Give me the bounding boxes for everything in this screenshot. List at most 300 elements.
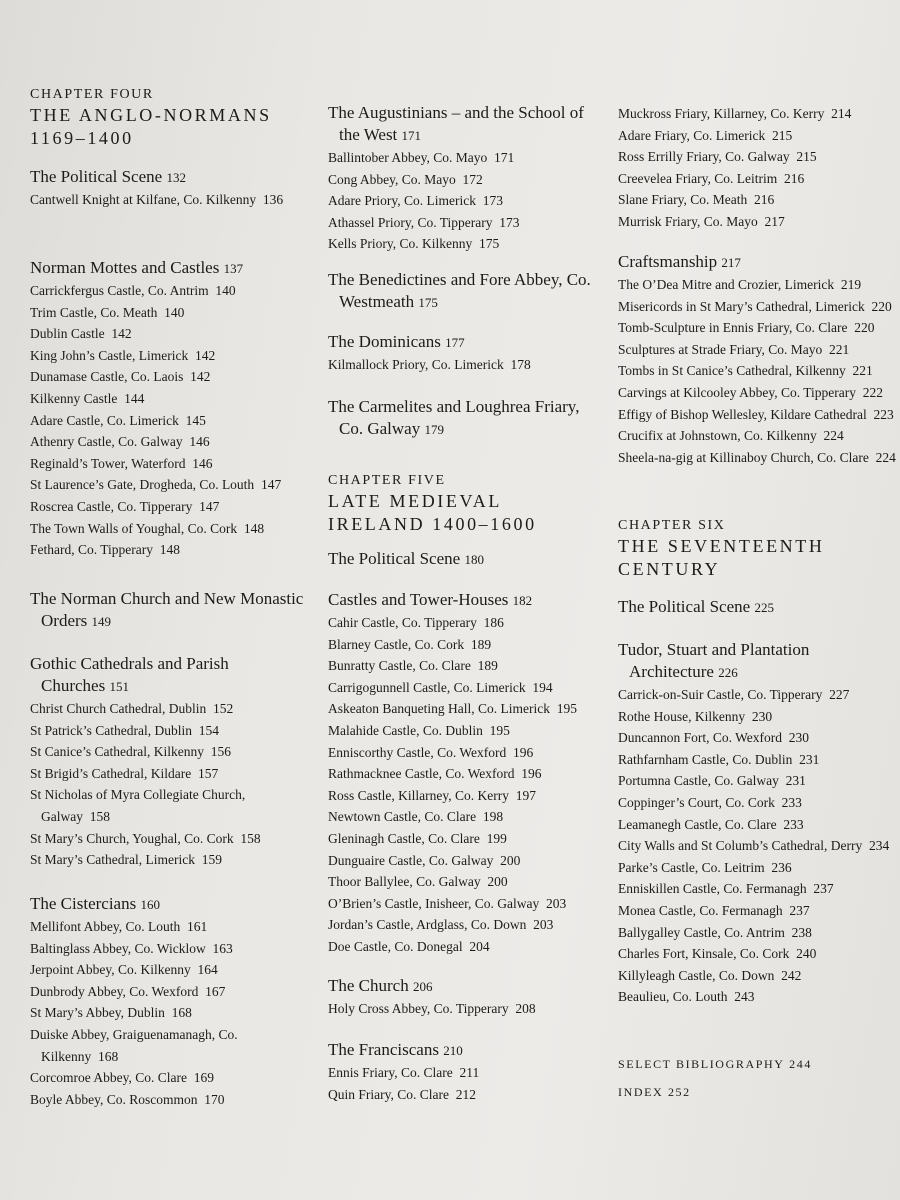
entry-title: Sculptures at Strade Friary, Co. Mayo [618, 341, 823, 357]
section-page-number: 177 [445, 335, 465, 350]
contents-entry [618, 189, 900, 211]
contents-entry [328, 785, 606, 807]
contents-entry [328, 828, 606, 850]
entry-title: Dublin Castle [30, 326, 105, 342]
entry-page-number: 197 [515, 787, 536, 803]
contents-entry [30, 849, 310, 871]
entry-page-number: 142 [194, 347, 216, 363]
entry-page-number: 220 [854, 320, 875, 336]
contents-entry [618, 857, 900, 879]
entry-title: Adare Castle, Co. Limerick [30, 412, 179, 428]
contents-entry [30, 496, 310, 518]
entry-title: Ross Errilly Friary, Co. Galway [618, 149, 790, 165]
entry-title: Charles Fort, Kinsale, Co. Cork [618, 946, 790, 962]
chapter-title-line: CENTURY [618, 559, 721, 579]
contents-entry [30, 302, 310, 324]
entry-title: Roscrea Castle, Co. Tipperary [30, 498, 193, 514]
entry-page-number: 140 [164, 304, 185, 320]
contents-entry [618, 684, 900, 706]
entry-title: Murrisk Friary, Co. Mayo [618, 213, 758, 229]
contents-block [328, 269, 606, 314]
section-title: Tudor, Stuart and Plantation Architecture [618, 640, 810, 681]
chapter-title-line: THE ANGLO-NORMANS [30, 105, 272, 125]
contents-entry [30, 1002, 310, 1024]
entry-page-number: 175 [479, 236, 500, 252]
contents-entry [618, 103, 900, 125]
section-heading [328, 548, 606, 571]
entry-title: City Walls and St Columb’s Cathedral, Derry [618, 838, 863, 854]
contents-entry [618, 792, 900, 814]
entry-title: Malahide Castle, Co. Dublin [328, 722, 483, 738]
entry-title: Thoor Ballylee, Co. Galway [328, 874, 481, 890]
entry-page-number: 203 [546, 895, 567, 911]
entry-page-number: 214 [831, 106, 852, 121]
contents-entry [30, 539, 310, 561]
entry-page-number: 186 [483, 615, 504, 630]
section-heading [30, 653, 310, 698]
contents-block [328, 1039, 606, 1105]
chapter-label: CHAPTER SIX [618, 518, 726, 533]
contents-entry [328, 677, 606, 699]
entry-page-number: 158 [240, 830, 261, 846]
entry-title: Tombs in St Canice’s Cathedral, Kilkenny [618, 363, 846, 379]
entry-title: Misericords in St Mary’s Cathedral, Limerick [618, 298, 865, 314]
contents-entry [328, 998, 606, 1020]
entry-title: Cahir Castle, Co. Tipperary [328, 615, 477, 630]
contents-entry [30, 938, 310, 960]
entry-title: Carvings at Kilcooley Abbey, Co. Tipperary [618, 384, 856, 400]
entry-title: Baltinglass Abbey, Co. Wicklow [30, 940, 206, 956]
section-title: The Political Scene [328, 549, 461, 568]
contents-entry [30, 410, 310, 432]
entry-page-number: 161 [187, 919, 208, 934]
contents-entry [30, 453, 310, 475]
section-heading [30, 588, 310, 633]
contents-block [618, 251, 900, 468]
entry-page-number: 222 [862, 384, 883, 400]
entry-title: Adare Friary, Co. Limerick [618, 127, 766, 143]
entry-title: The Town Walls of Youghal, Co. Cork [30, 520, 238, 536]
entry-title: Slane Friary, Co. Meath [618, 192, 748, 208]
entry-title: Parke’s Castle, Co. Leitrim [618, 859, 765, 875]
section-title: Gothic Cathedrals and Parish Churches [30, 654, 229, 695]
contents-entry [618, 965, 900, 987]
contents-entry [328, 1062, 606, 1084]
section-page-number: 182 [512, 593, 533, 608]
contents-entry [618, 814, 900, 836]
contents-entry [618, 382, 900, 404]
contents-entry [618, 770, 900, 792]
entry-page-number: 212 [455, 1086, 476, 1102]
entry-page-number: 189 [470, 636, 492, 652]
contents-entry [618, 878, 900, 900]
entry-page-number: 196 [513, 744, 534, 760]
entry-title: Reginald’s Tower, Waterford [30, 455, 186, 471]
section-title: The Benedictines and Fore Abbey, Co. Westmeath [328, 270, 591, 311]
entry-page-number: 216 [753, 192, 775, 208]
entry-page-number: 240 [796, 946, 817, 962]
entry-page-number: 200 [500, 852, 521, 868]
entry-title: St Mary’s Cathedral, Limerick [30, 852, 195, 868]
contents-entry [328, 212, 606, 234]
entry-title: Tomb-Sculpture in Ennis Friary, Co. Clare [618, 320, 848, 336]
contents-entry [328, 850, 606, 872]
entry-title: Athassel Priory, Co. Tipperary [328, 214, 493, 230]
entry-page-number: 203 [533, 917, 554, 933]
entry-page-number: 142 [190, 369, 211, 385]
contents-entry [618, 706, 900, 728]
contents-entry [30, 981, 310, 1003]
entry-page-number: 242 [781, 967, 802, 983]
entry-title: Enniscorthy Castle, Co. Wexford [328, 744, 507, 760]
section-heading [30, 893, 310, 916]
contents-entry [328, 634, 606, 656]
entry-title: The O’Dea Mitre and Crozier, Limerick [618, 277, 835, 292]
contents-entry [618, 274, 900, 296]
entry-page-number: 148 [159, 542, 180, 558]
contents-entry [30, 763, 310, 785]
entry-page-number: 237 [813, 881, 834, 897]
entry-page-number: 164 [197, 962, 218, 978]
entry-page-number: 136 [262, 192, 284, 207]
contents-entry [328, 914, 606, 936]
contents-entry [328, 655, 606, 677]
entry-title: Monea Castle, Co. Fermanagh [618, 902, 783, 918]
entry-page-number: 157 [197, 765, 219, 781]
entry-title: Carrickfergus Castle, Co. Antrim [30, 283, 209, 298]
back-matter-page-number: 244 [789, 1057, 812, 1071]
entry-title: Rathmacknee Castle, Co. Wexford [328, 766, 515, 782]
section-heading [328, 396, 606, 441]
entry-title: Blarney Castle, Co. Cork [328, 636, 465, 652]
entry-title: Ballintober Abbey, Co. Mayo [328, 150, 488, 165]
entry-page-number: 167 [205, 983, 226, 999]
contents-block [30, 653, 310, 871]
chapter-heading [30, 86, 310, 150]
entry-page-number: 234 [869, 838, 890, 854]
contents-entry [30, 518, 310, 540]
contents-entry [30, 698, 310, 720]
contents-entry [30, 741, 310, 763]
section-page-number: 210 [443, 1043, 463, 1058]
entry-title: Fethard, Co. Tipperary [30, 542, 153, 558]
chapter-title-line: THE SEVENTEENTH [618, 536, 825, 556]
contents-entry [328, 169, 606, 191]
entry-title: Cong Abbey, Co. Mayo [328, 171, 456, 187]
entry-page-number: 223 [873, 406, 894, 422]
entry-title: King John’s Castle, Limerick [30, 347, 189, 363]
entry-title: St Mary’s Abbey, Dublin [30, 1005, 165, 1021]
entry-page-number: 148 [243, 520, 265, 536]
section-heading [328, 269, 606, 314]
entry-page-number: 145 [185, 412, 206, 428]
contents-entry [618, 447, 900, 469]
back-matter-title: SELECT BIBLIOGRAPHY [618, 1057, 785, 1071]
entry-title: Corcomroe Abbey, Co. Clare [30, 1070, 187, 1086]
section-title: The Norman Church and New Monastic Orders [30, 589, 304, 630]
entry-title: Newtown Castle, Co. Clare [328, 809, 477, 825]
contents-entry [328, 1084, 606, 1106]
entry-page-number: 172 [462, 171, 483, 187]
contents-entry [328, 936, 606, 958]
entry-page-number: 152 [212, 701, 234, 716]
section-heading [618, 251, 900, 274]
contents-entry [30, 959, 310, 981]
entry-page-number: 200 [487, 874, 508, 890]
section-page-number: 160 [140, 897, 160, 912]
entry-title: Gleninagh Castle, Co. Clare [328, 830, 480, 846]
section-heading [618, 596, 900, 619]
section-title: The Franciscans [328, 1040, 439, 1059]
section-page-number: 225 [754, 600, 774, 615]
entry-page-number: 215 [796, 149, 817, 165]
section-page-number: 132 [166, 170, 186, 185]
entry-title: St Brigid’s Cathedral, Kildare [30, 765, 192, 781]
contents-block [328, 102, 606, 255]
entry-page-number: 144 [124, 390, 145, 406]
entry-title: St Canice’s Cathedral, Kilkenny [30, 744, 204, 760]
entry-title: Duiske Abbey, Graiguenamanagh, Co. Kilkenny [30, 1026, 238, 1064]
chapter-label: CHAPTER FIVE [328, 473, 446, 488]
entry-page-number: 146 [192, 455, 213, 471]
section-title: The Carmelites and Loughrea Friary, Co. Galway [328, 397, 580, 438]
section-heading [30, 257, 310, 280]
entry-page-number: 238 [791, 924, 812, 940]
section-heading [328, 331, 606, 354]
contents-entry [618, 360, 900, 382]
entry-page-number: 171 [493, 150, 515, 165]
entry-page-number: 211 [459, 1065, 480, 1080]
section-title: The Church [328, 976, 409, 995]
entry-page-number: 142 [111, 326, 132, 342]
contents-entry [328, 147, 606, 169]
chapter-title-line: IRELAND 1400–1600 [328, 514, 537, 534]
entry-title: Sheela-na-gig at Killinaboy Church, Co. Clare [618, 449, 869, 465]
section-title: The Political Scene [618, 597, 751, 616]
entry-page-number: 169 [193, 1070, 214, 1086]
entry-title: Beaulieu, Co. Louth [618, 989, 728, 1005]
entry-page-number: 156 [210, 744, 231, 760]
contents-entry [30, 1067, 310, 1089]
entry-page-number: 140 [215, 283, 236, 298]
contents-block [328, 331, 606, 376]
contents-entry [30, 189, 310, 211]
back-matter-page-number: 252 [667, 1085, 691, 1099]
entry-page-number: 147 [260, 477, 282, 493]
contents-entry [328, 698, 606, 720]
entry-title: St Mary’s Church, Youghal, Co. Cork [30, 830, 234, 846]
contents-block [30, 257, 310, 561]
entry-page-number: 158 [89, 808, 110, 824]
entry-page-number: 178 [510, 357, 531, 372]
entry-page-number: 233 [783, 816, 804, 832]
entry-title: St Patrick’s Cathedral, Dublin [30, 722, 192, 738]
contents-entry [30, 916, 310, 938]
entry-title: Adare Priory, Co. Limerick [328, 193, 476, 209]
contents-entry [328, 190, 606, 212]
entry-page-number: 195 [489, 722, 510, 738]
entry-page-number: 236 [771, 859, 792, 875]
entry-page-number: 221 [828, 341, 850, 357]
entry-page-number: 189 [477, 658, 498, 674]
entry-page-number: 163 [212, 940, 233, 956]
contents-entry [30, 1089, 310, 1111]
entry-title: Enniskillen Castle, Co. Fermanagh [618, 881, 807, 897]
contents-block [328, 396, 606, 441]
entry-page-number: 237 [789, 902, 810, 918]
section-title: Castles and Tower-Houses [328, 590, 509, 609]
entry-title: Rothe House, Kilkenny [618, 708, 746, 724]
entry-title: Quin Friary, Co. Clare [328, 1086, 449, 1102]
entry-page-number: 168 [171, 1005, 192, 1021]
contents-entry [328, 893, 606, 915]
entry-title: Jordan’s Castle, Ardglass, Co. Down [328, 917, 527, 933]
entry-page-number: 173 [482, 193, 503, 209]
entry-page-number: 194 [532, 679, 553, 695]
entry-page-number: 159 [201, 852, 222, 868]
contents-entry [328, 612, 606, 634]
section-page-number: 179 [424, 422, 444, 437]
contents-entry [618, 835, 900, 857]
entry-title: St Nicholas of Myra Collegiate Church, Galway [30, 787, 246, 824]
entry-title: Dunamase Castle, Co. Laois [30, 369, 184, 385]
contents-entry [30, 1024, 310, 1067]
contents-entry [30, 720, 310, 742]
section-heading [328, 589, 606, 612]
back-matter-entry [618, 1078, 900, 1106]
entry-page-number: 146 [189, 434, 210, 450]
entry-page-number: 196 [521, 766, 542, 782]
entry-title: Christ Church Cathedral, Dublin [30, 701, 207, 716]
section-title: Norman Mottes and Castles [30, 258, 220, 277]
section-page-number: 171 [401, 128, 422, 143]
contents-entry [618, 943, 900, 965]
entry-title: Duncannon Fort, Co. Wexford [618, 730, 783, 746]
entry-page-number: 173 [499, 214, 520, 230]
entry-page-number: 195 [556, 701, 577, 717]
entry-page-number: 217 [764, 213, 785, 229]
entry-title: Jerpoint Abbey, Co. Kilkenny [30, 962, 191, 978]
entry-page-number: 198 [482, 809, 504, 825]
section-heading [30, 166, 310, 189]
back-matter-title: INDEX [618, 1085, 664, 1099]
contents-entry [618, 404, 900, 426]
contents-entry [618, 296, 900, 318]
contents-entry [30, 388, 310, 410]
contents-block [618, 639, 900, 1008]
entry-title: Portumna Castle, Co. Galway [618, 773, 779, 789]
contents-block [618, 1050, 900, 1106]
contents-entry [618, 727, 900, 749]
entry-page-number: 224 [823, 428, 844, 444]
section-title: Craftsmanship [618, 252, 718, 271]
contents-entry [30, 431, 310, 453]
section-page-number: 206 [412, 979, 433, 994]
contents-entry [328, 720, 606, 742]
entry-title: Ross Castle, Killarney, Co. Kerry [328, 787, 509, 803]
section-page-number: 137 [223, 261, 244, 276]
entry-title: Muckross Friary, Killarney, Co. Kerry [618, 106, 825, 121]
section-heading [328, 102, 606, 147]
contents-block [618, 103, 900, 233]
entry-page-number: 230 [751, 708, 773, 724]
entry-page-number: 230 [788, 730, 810, 746]
entry-page-number: 170 [204, 1091, 225, 1107]
entry-page-number: 233 [781, 794, 802, 810]
entry-title: Creevelea Friary, Co. Leitrim [618, 170, 778, 186]
contents-block [618, 596, 900, 619]
contents-entry [30, 345, 310, 367]
contents-entry [30, 280, 310, 302]
entry-page-number: 208 [515, 1001, 536, 1016]
section-page-number: 175 [418, 295, 438, 310]
entry-title: Effigy of Bishop Wellesley, Kildare Cathedral [618, 406, 867, 422]
entry-title: Carrigogunnell Castle, Co. Limerick [328, 679, 526, 695]
entry-page-number: 219 [840, 277, 862, 292]
entry-page-number: 215 [771, 127, 793, 143]
entry-title: Carrick-on-Suir Castle, Co. Tipperary [618, 687, 823, 702]
entry-page-number: 216 [783, 170, 805, 186]
entry-page-number: 231 [785, 773, 806, 789]
section-page-number: 226 [718, 665, 738, 680]
contents-entry [618, 986, 900, 1008]
contents-block [328, 589, 606, 958]
contents-block [328, 975, 606, 1020]
entry-title: Kells Priory, Co. Kilkenny [328, 236, 473, 252]
contents-block [328, 548, 606, 571]
contents-entry [328, 763, 606, 785]
entry-title: Ennis Friary, Co. Clare [328, 1065, 453, 1080]
contents-block [30, 588, 310, 633]
entry-page-number: 221 [852, 363, 873, 379]
entry-title: Askeaton Banqueting Hall, Co. Limerick [328, 701, 550, 717]
contents-entry [618, 168, 900, 190]
entry-title: O’Brien’s Castle, Inisheer, Co. Galway [328, 895, 540, 911]
entry-title: Doe Castle, Co. Donegal [328, 938, 463, 954]
entry-title: St Laurence’s Gate, Drogheda, Co. Louth [30, 477, 255, 493]
entry-title: Cantwell Knight at Kilfane, Co. Kilkenny [30, 192, 257, 207]
chapter-heading [618, 517, 900, 581]
section-page-number: 217 [721, 255, 741, 270]
contents-block [30, 166, 310, 211]
chapter-label: CHAPTER FOUR [30, 87, 154, 102]
entry-page-number: 147 [199, 498, 220, 514]
entry-title: Crucifix at Johnstown, Co. Kilkenny [618, 428, 817, 444]
entry-title: Rathfarnham Castle, Co. Dublin [618, 751, 793, 767]
entry-page-number: 224 [875, 449, 896, 465]
contents-entry [328, 233, 606, 255]
contents-entry [618, 146, 900, 168]
entry-title: Mellifont Abbey, Co. Louth [30, 919, 181, 934]
section-title: The Dominicans [328, 332, 441, 351]
entry-page-number: 199 [486, 830, 507, 846]
contents-entry [618, 900, 900, 922]
contents-block [30, 893, 310, 1110]
entry-title: Ballygalley Castle, Co. Antrim [618, 924, 785, 940]
entry-title: Dunbrody Abbey, Co. Wexford [30, 983, 199, 999]
entry-title: Dunguaire Castle, Co. Galway [328, 852, 494, 868]
contents-entry [618, 749, 900, 771]
entry-page-number: 154 [198, 722, 219, 738]
section-title: The Political Scene [30, 167, 163, 186]
contents-entry [618, 211, 900, 233]
contents-entry [328, 354, 606, 376]
contents-entry [30, 828, 310, 850]
entry-page-number: 204 [469, 938, 490, 954]
section-heading [328, 1039, 606, 1062]
entry-title: Boyle Abbey, Co. Roscommon [30, 1091, 198, 1107]
contents-entry [30, 474, 310, 496]
